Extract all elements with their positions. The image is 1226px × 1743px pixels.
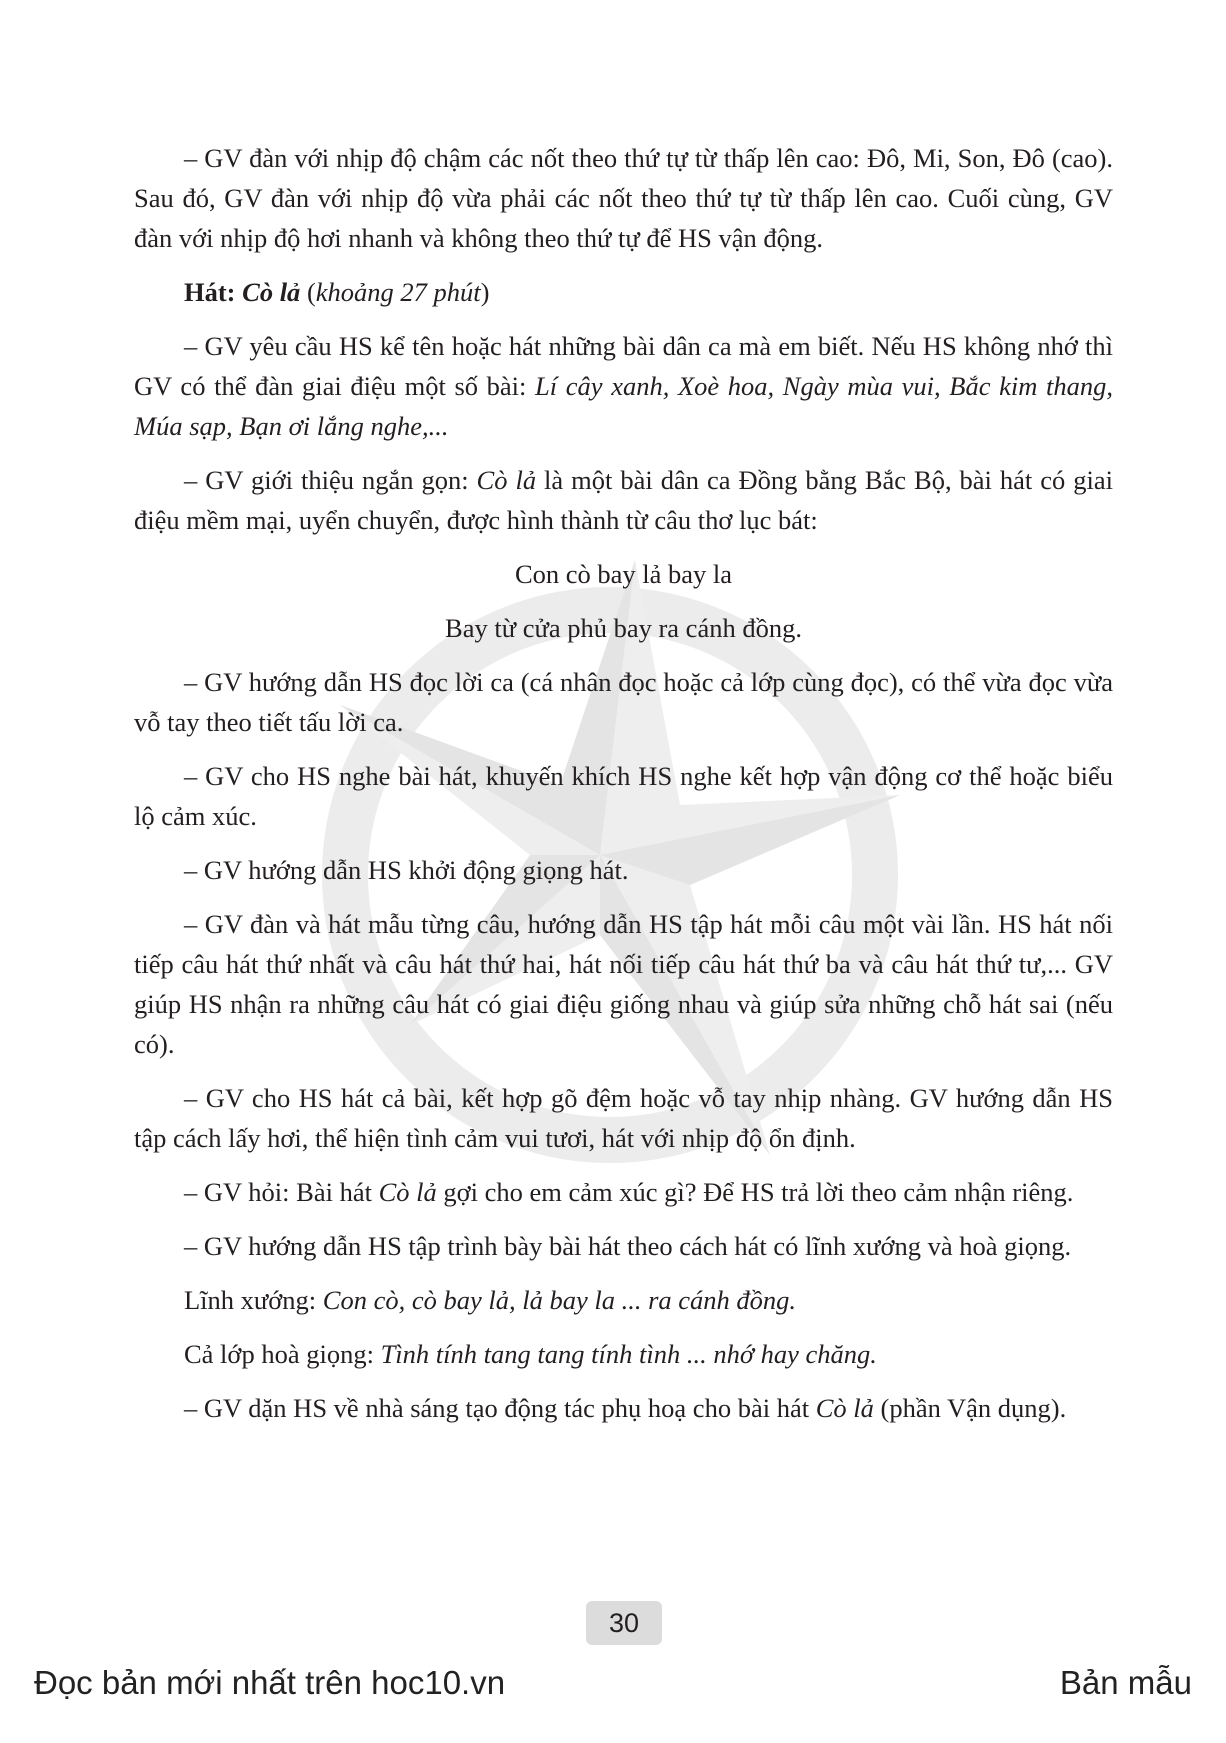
page-number: 30 (586, 1601, 662, 1645)
text-segment: Con cò, cò bay lả, lả bay la ... ra cánh đồng. (322, 1285, 797, 1315)
paragraph (134, 850, 1113, 890)
verse-line (134, 608, 1113, 648)
text-segment: Cò lả (815, 1393, 874, 1423)
paragraph (134, 1280, 1113, 1320)
paragraph (134, 138, 1113, 258)
text-segment: Cò lả (242, 277, 301, 307)
text-segment: (phần Vận dụng). (873, 1393, 1067, 1423)
text-segment: – GV hướng dẫn HS đọc lời ca (cá nhân đọc hoặc cả lớp cùng đọc), có thể vừa đọc vừa vỗ tay theo tiết tấu lời ca. (134, 667, 1113, 737)
paragraph (134, 1334, 1113, 1374)
paragraph (134, 1172, 1113, 1212)
text-segment: Hát: (184, 277, 243, 307)
text-segment: Bay từ cửa phủ bay ra cánh đồng. (445, 613, 802, 643)
paragraph (134, 756, 1113, 836)
paragraph (134, 1078, 1113, 1158)
text-segment: là một bài dân ca Đồng bằng Bắc Bộ, bài hát có giai điệu mềm mại, uyển chuyển, được hình thành từ câu thơ lục bát: (134, 465, 1113, 535)
text-segment: – GV hỏi: Bài hát (184, 1177, 379, 1207)
paragraph (134, 1226, 1113, 1266)
text-segment: ( (300, 277, 316, 307)
paragraph (134, 1388, 1113, 1428)
paragraph (134, 662, 1113, 742)
text-segment: – GV dặn HS về nhà sáng tạo động tác phụ hoạ cho bài hát (184, 1393, 816, 1423)
text-segment: Cò lả (476, 465, 537, 495)
text-segment: – GV yêu cầu HS kể tên hoặc hát những bài dân ca mà em biết. Nếu HS không nhớ thì GV có thể đàn giai điệu một số bài: (134, 331, 1113, 401)
section-heading (134, 272, 1113, 312)
text-segment: Cò lả (378, 1177, 437, 1207)
text-segment: gợi cho em cảm xúc gì? Để HS trả lời theo cảm nhận riêng. (436, 1177, 1074, 1207)
text-segment: – GV cho HS nghe bài hát, khuyến khích HS nghe kết hợp vận động cơ thể hoặc biểu lộ cảm xúc. (134, 761, 1113, 831)
text-segment: ) (480, 277, 490, 307)
text-segment: – GV đàn với nhịp độ chậm các nốt theo thứ tự từ thấp lên cao: Đô, Mi, Son, Đô (cao). Sau đó, GV đàn với nhịp độ vừa phải các nốt theo thứ tự từ thấp lên cao. Cuối cùng, GV đàn với nhịp độ hơi nhanh và không theo thứ tự để HS vận động. (134, 143, 1113, 253)
text-segment: khoảng 27 phút (315, 277, 481, 307)
paragraph (134, 904, 1113, 1064)
footer-sample-label: Bản mẫu (1059, 1664, 1192, 1701)
footer-link-text: Đọc bản mới nhất trên hoc10.vn (34, 1664, 506, 1701)
text-segment: – GV cho HS hát cả bài, kết hợp gõ đệm hoặc vỗ tay nhịp nhàng. GV hướng dẫn HS tập cách lấy hơi, thể hiện tình cảm vui tươi, hát với nhịp độ ổn định. (134, 1083, 1113, 1153)
text-segment: Tình tính tang tang tính tình ... nhớ hay chăng. (380, 1339, 877, 1369)
page-body (134, 138, 1113, 1442)
text-segment: – GV đàn và hát mẫu từng câu, hướng dẫn HS tập hát mỗi câu một vài lần. HS hát nối tiếp câu hát thứ nhất và câu hát thứ hai, hát nối tiếp câu hát thứ ba và câu hát thứ tư,... GV giúp HS nhận ra những câu hát có giai điệu giống nhau và giúp sửa những chỗ hát sai (nếu có). (134, 909, 1113, 1059)
paragraph (134, 326, 1113, 446)
text-segment: Lí cây xanh, Xoè hoa, Ngày mùa vui, Bắc kim thang, Múa sạp, Bạn ơi lắng nghe,... (134, 371, 1113, 441)
text-segment: Con cò bay lả bay la (514, 559, 733, 589)
text-segment: – GV hướng dẫn HS khởi động giọng hát. (184, 855, 629, 885)
text-segment: – GV hướng dẫn HS tập trình bày bài hát theo cách hát có lĩnh xướng và hoà giọng. (184, 1231, 1072, 1261)
verse-line (134, 554, 1113, 594)
paragraph (134, 460, 1113, 540)
text-segment: Cả lớp hoà giọng: (184, 1339, 381, 1369)
text-segment: Lĩnh xướng: (184, 1285, 323, 1315)
text-segment: – GV giới thiệu ngắn gọn: (184, 465, 477, 495)
